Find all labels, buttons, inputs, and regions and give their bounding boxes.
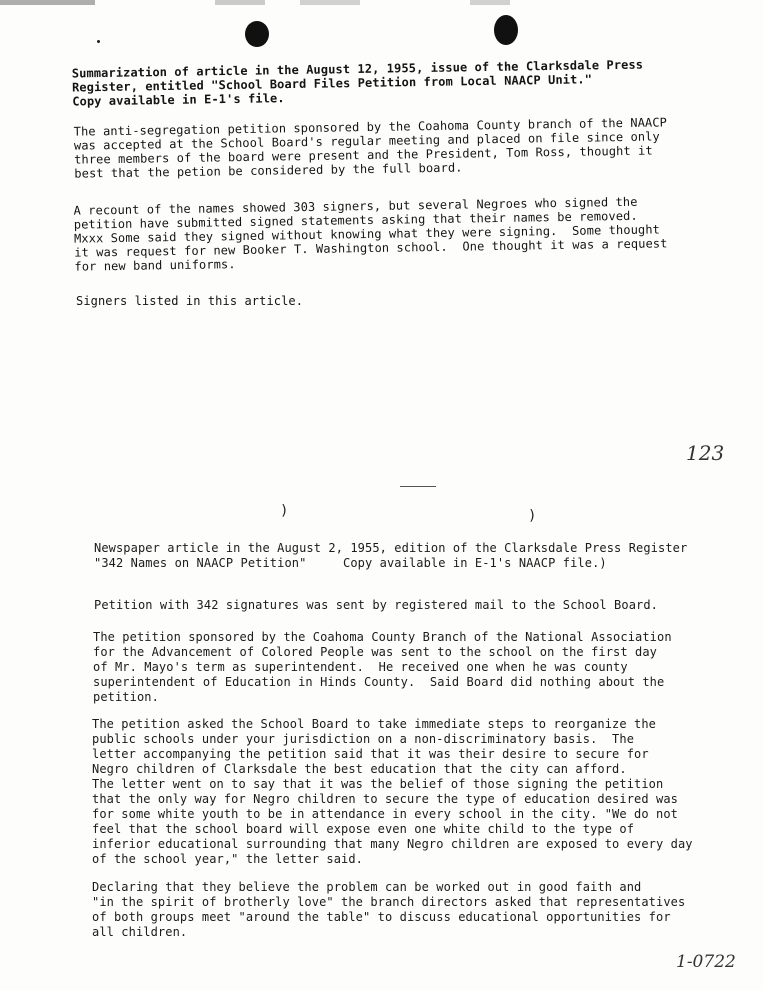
handwritten-page-number: 123	[686, 441, 725, 465]
handwritten-file-mark: 1-0722	[676, 952, 736, 972]
scan-smudge	[0, 0, 95, 5]
scan-smudge	[215, 0, 265, 5]
punch-hole-left	[245, 21, 269, 47]
section2-paragraph: The petition sponsored by the Coahoma County Branch of the National Association for the Advancement of Colored People was sent to the school on the first day of Mr. Mayo's term as superintendent. He received one when he was county superintendent of Education in Hinds County. Said Board did nothing about the petition.	[93, 630, 672, 704]
scan-edge-artifact	[0, 0, 763, 8]
section1-paragraph: Signers listed in this article.	[76, 294, 304, 308]
bracket-mark: )	[528, 508, 537, 524]
scan-smudge	[470, 0, 510, 5]
ink-dot	[97, 40, 100, 43]
section2-paragraph: Declaring that they believe the problem can be worked out in good faith and "in the spirit of brotherly love" the branch directors asked that representatives of both groups meet "around the table" to discuss educational opportunities for all children.	[92, 880, 686, 939]
section1-paragraph: A recount of the names showed 303 signers, but several Negroes who signed the petition have submitted signed statements asking that their names be removed. Mxxx Some said they signed without knowing what they were signing. Some thought it was request for new Booker T. Washington school. One thought it was a request for new band uniforms.	[73, 194, 668, 274]
bracket-mark: )	[280, 503, 289, 519]
section2-paragraph: Petition with 342 signatures was sent by registered mail to the School Board.	[94, 598, 658, 612]
section2-paragraph: The petition asked the School Board to take immediate steps to reorganize the public schools under your jurisdiction on a non-discriminatory basis. The letter accompanying the petition said that it was their desire to secure for Negro children of Clarksdale the best education that the city can afford. The letter went on to say that it was the belief of those signing the petition that the only way for Negro children to secure the type of education desired was for some white youth to be in attendance in every school in the city. "We do not feel that the school board will expose even one white child to the type of inferior educational surrounding that many Negro children are exposed to every day of the school year," the letter said.	[92, 717, 693, 866]
divider-mark	[400, 486, 436, 487]
punch-hole-right	[494, 15, 518, 45]
section1-header: Summarization of article in the August 12, 1955, issue of the Clarksdale Press Register, entitled "School Board Files Petition from Local NAACP Unit." Copy available in E-1's file.	[71, 57, 644, 109]
section1-paragraph: The anti-segregation petition sponsored by the Coahoma County branch of the NAACP was accepted at the School Board's regular meeting and placed on file since only three members of the board were present and the President, Tom Ross, thought it best that the petion be considered by the full board.	[73, 115, 668, 181]
section2-header: Newspaper article in the August 2, 1955, edition of the Clarksdale Press Register "342 Names on NAACP Petition" Copy available in E-1's NAACP file.)	[94, 541, 688, 570]
scan-smudge	[300, 0, 360, 5]
